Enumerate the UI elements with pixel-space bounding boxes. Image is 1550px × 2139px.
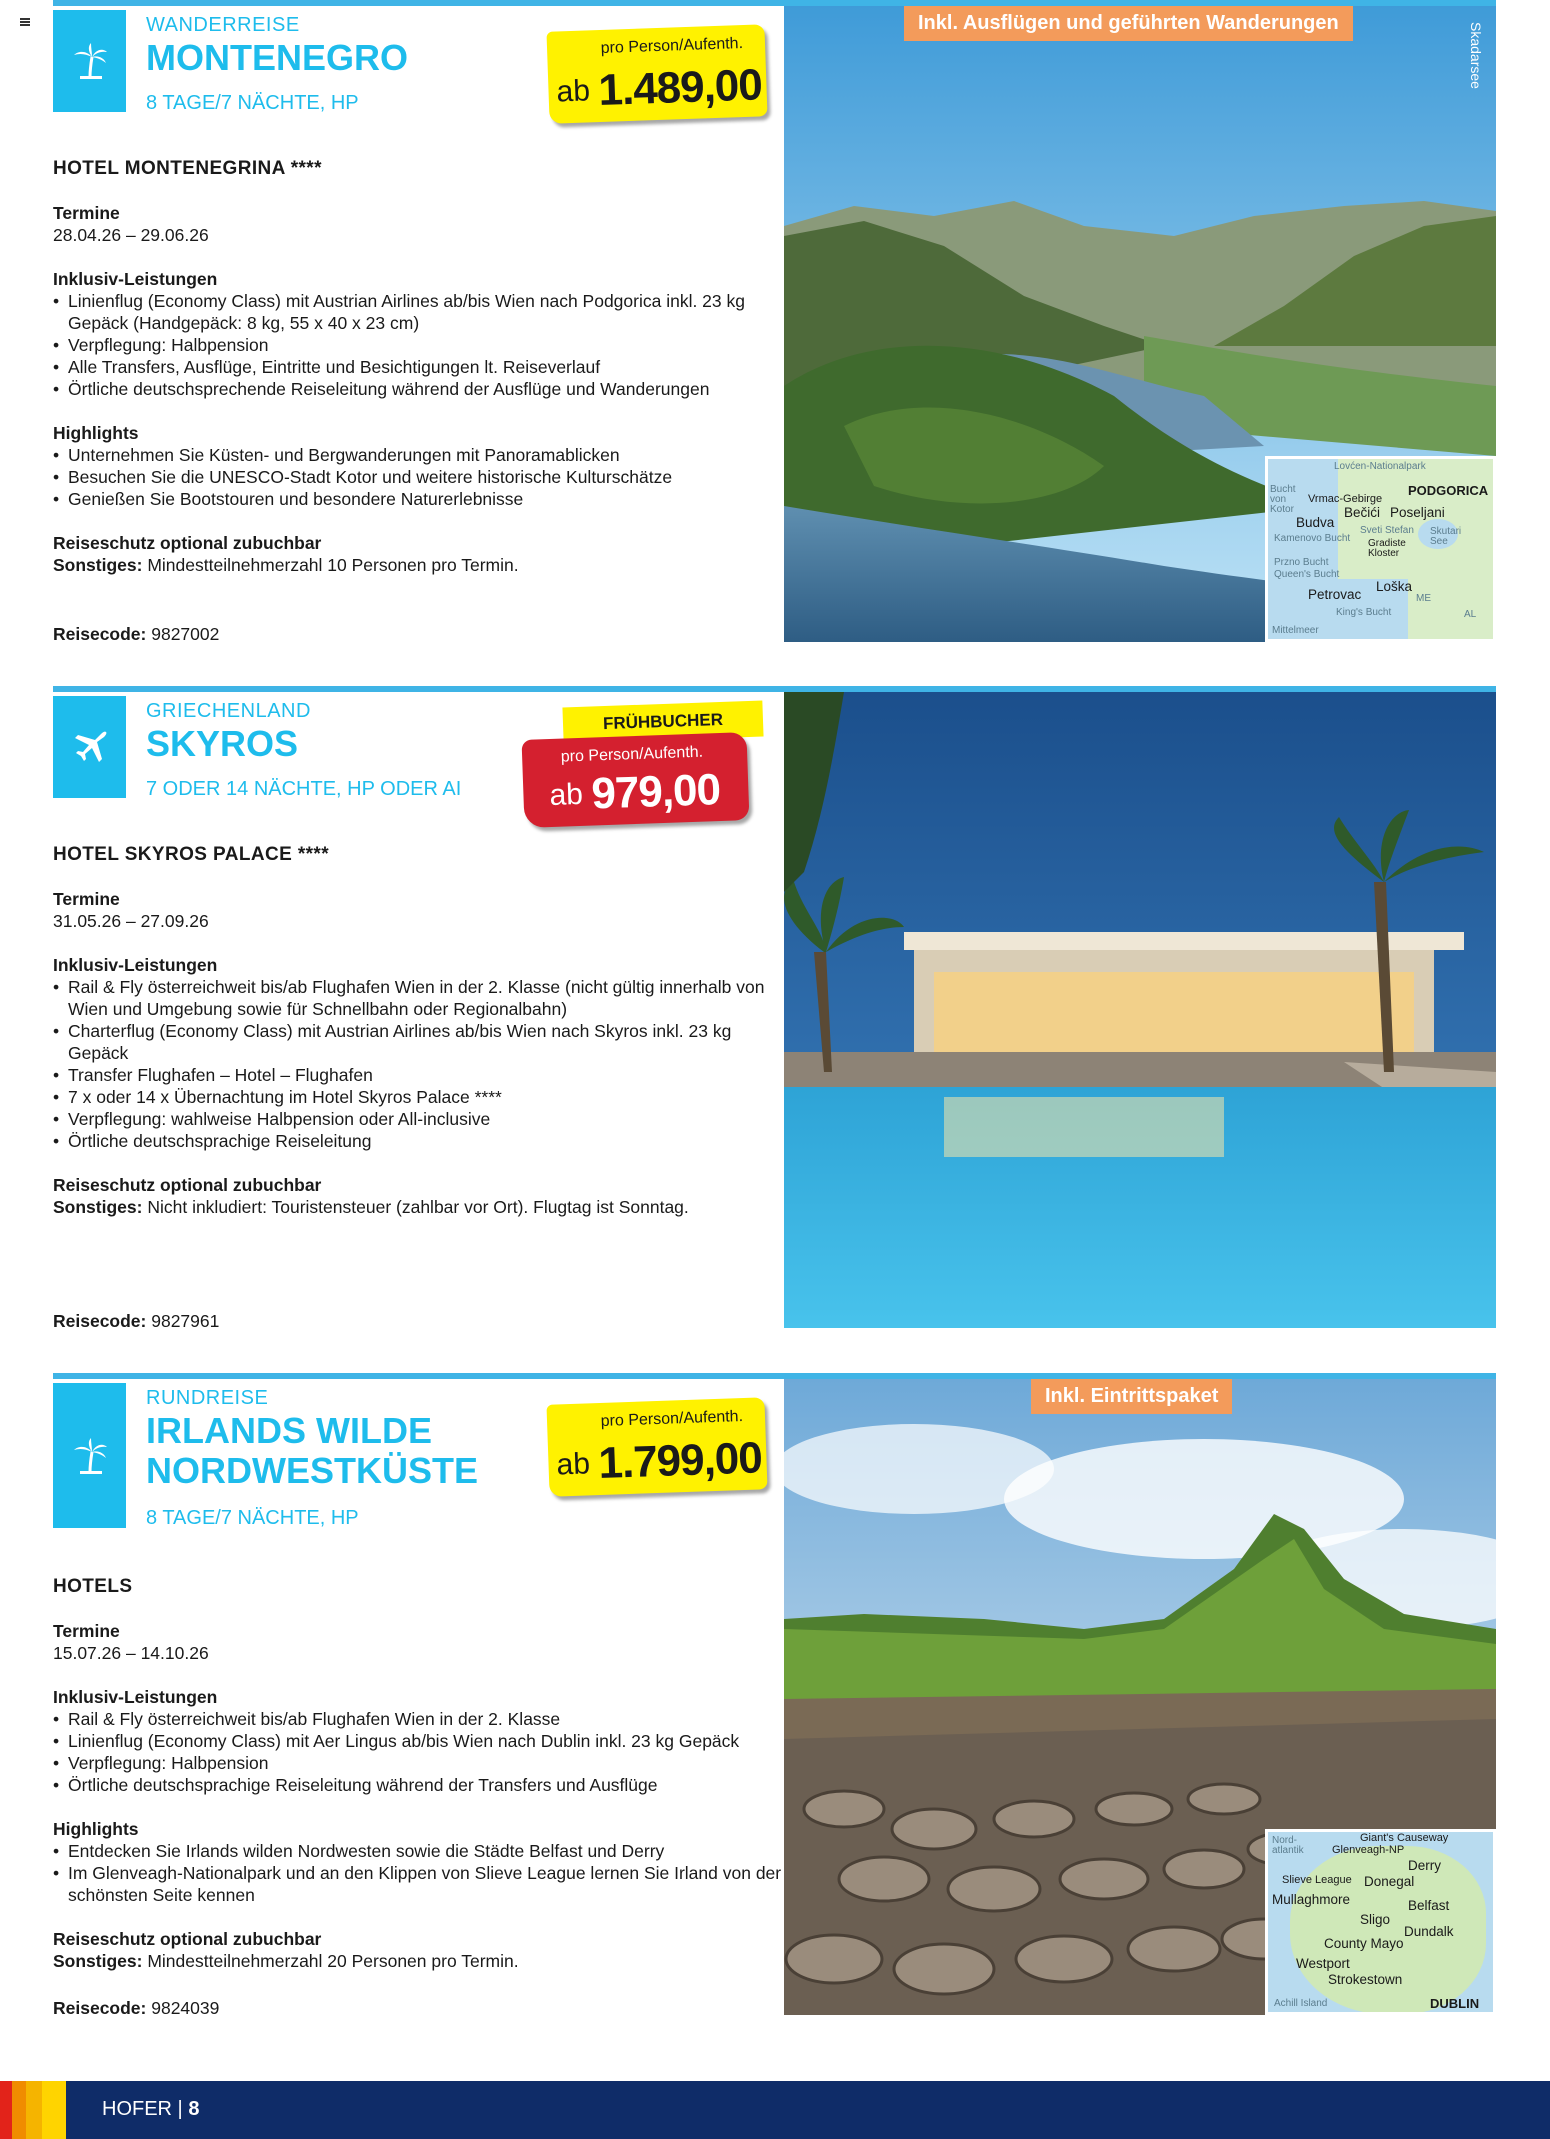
map-label: Lovćen-Nationalpark (1334, 461, 1426, 472)
hotel-name: HOTEL SKYROS PALACE **** (53, 844, 329, 865)
list-item: • Rail & Fly österreichweit bis/ab Flughafen Wien in der 2. Klasse (53, 1708, 793, 1730)
map-label: Westport (1296, 1956, 1350, 1971)
offer-duration: 7 ODER 14 NÄCHTE, HP ODER AI (146, 778, 462, 800)
photo-tag: Inkl. Eintrittspaket (1031, 1379, 1232, 1414)
price-badge (522, 732, 750, 828)
map-label: Bucht von Kotor (1270, 484, 1296, 515)
list-item: • Genießen Sie Bootstouren und besondere Naturerlebnisse (53, 488, 793, 510)
early-booking-badge: FRÜHBUCHER (562, 701, 763, 744)
offer-duration: 8 TAGE/7 NÄCHTE, HP (146, 1507, 359, 1529)
map-label: Strokestown (1328, 1972, 1403, 1987)
destination-photo (784, 1379, 1496, 2015)
map-label: Mullaghmore (1272, 1892, 1351, 1907)
list-item: • Verpflegung: wahlweise Halbpension oder All-inclusive (53, 1108, 793, 1130)
list-item: • 7 x oder 14 x Übernachtung im Hotel Skyros Palace **** (53, 1086, 793, 1108)
footer-page-label: HOFER | 8 (102, 2098, 200, 2120)
misc-value: Mindestteilnehmerzahl 20 Personen pro Termin. (142, 1951, 519, 1971)
map-label: Przno Bucht (1274, 557, 1329, 568)
hotel-name: HOTEL MONTENEGRINA **** (53, 158, 322, 179)
palm-tree-icon (53, 10, 126, 112)
trip-code-value: 9827002 (146, 624, 220, 644)
map-label: Glenveagh-NP (1332, 1844, 1405, 1856)
brand-stripe (0, 2081, 12, 2139)
photo-tag: Inkl. Ausflügen und geführten Wanderungen (904, 6, 1353, 41)
extras-block (53, 1174, 793, 1218)
map-label: Achill Island (1274, 1998, 1328, 2009)
dates-value: 28.04.26 – 29.06.26 (53, 225, 209, 245)
dates-heading: Termine (53, 1621, 120, 1641)
brand-stripe (12, 2081, 26, 2139)
destination-line-1: IRLANDS WILDE (146, 1410, 432, 1451)
map-label: County Mayo (1324, 1936, 1404, 1951)
list-item: • Transfer Flughafen – Hotel – Flughafen (53, 1064, 793, 1086)
map-label: Derry (1408, 1858, 1441, 1873)
map-label: Budva (1296, 515, 1335, 530)
route-map (1265, 456, 1496, 642)
map-label: Queen's Bucht (1274, 569, 1340, 580)
brand-stripe (42, 2081, 66, 2139)
list-item: • Verpflegung: Halbpension (53, 1752, 793, 1774)
highlights-block (53, 1818, 793, 1906)
map-label: Nord-atlantik (1272, 1835, 1304, 1856)
offer-duration: 8 TAGE/7 NÄCHTE, HP (146, 92, 359, 114)
menu-icon[interactable] (20, 18, 30, 26)
dates-block (53, 202, 793, 246)
list-item: • Charterflug (Economy Class) mit Austrian Airlines ab/bis Wien nach Skyros inkl. 23 kg Gepäck (53, 1020, 793, 1064)
photo-caption: Skadarsee (1468, 22, 1484, 89)
map-label: Belfast (1408, 1898, 1450, 1913)
offer-kicker: RUNDREISE (146, 1387, 269, 1409)
route-map (1265, 1829, 1496, 2015)
insurance-note: Reiseschutz optional zubuchbar (53, 1929, 322, 1949)
map-label: Gradiste Kloster (1368, 538, 1406, 559)
list-item: • Unternehmen Sie Küsten- und Bergwanderungen mit Panoramablicken (53, 444, 793, 466)
trip-code (53, 624, 219, 645)
trip-code-label: Reisecode: (53, 1998, 147, 2018)
list-item: • Örtliche deutschsprechende Reiseleitung während der Ausflüge und Wanderungen (53, 378, 793, 400)
inclusions-heading: Inklusiv-Leistungen (53, 955, 218, 975)
price-prefix: ab (548, 777, 584, 813)
offer-ireland (53, 1373, 1496, 2018)
map-label: Vrmac-Gebirge (1308, 493, 1383, 505)
map-label: Bečići (1344, 505, 1381, 520)
destination-photo (784, 692, 1496, 1328)
misc-label: Sonstiges: (53, 1951, 143, 1971)
offer-destination (146, 1411, 478, 1491)
map-label: Dundalk (1404, 1924, 1454, 1939)
misc-value: Mindestteilnehmerzahl 10 Personen pro Termin. (142, 555, 519, 575)
offer-kicker: WANDERREISE (146, 14, 300, 36)
misc-label: Sonstiges: (53, 1197, 143, 1217)
trip-code (53, 1311, 219, 1332)
dates-value: 31.05.26 – 27.09.26 (53, 911, 209, 931)
inclusions-heading: Inklusiv-Leistungen (53, 1687, 218, 1707)
map-label: Poseljani (1390, 505, 1445, 520)
trip-code (53, 1998, 219, 2019)
price-prefix: ab (555, 74, 591, 109)
misc-label: Sonstiges: (53, 555, 143, 575)
map-label: ME (1416, 593, 1431, 604)
offer-montenegro (53, 0, 1496, 645)
map-label: Kamenovo Bucht (1274, 533, 1351, 544)
list-item: • Linienflug (Economy Class) mit Aer Lingus ab/bis Wien nach Dublin inkl. 23 kg Gepäck (53, 1730, 793, 1752)
highlights-heading: Highlights (53, 1819, 139, 1839)
inclusions-block (53, 954, 793, 1152)
trip-code-label: Reisecode: (53, 624, 147, 644)
map-label-capital: DUBLIN (1430, 1996, 1480, 2011)
dates-heading: Termine (53, 889, 120, 909)
list-item: • Entdecken Sie Irlands wilden Nordwesten sowie die Städte Belfast und Derry (53, 1840, 793, 1862)
price-amount: 979,00 (590, 765, 721, 819)
dates-heading: Termine (53, 203, 120, 223)
dates-block (53, 888, 793, 932)
offer-details (53, 1576, 793, 1972)
map-label: Donegal (1364, 1874, 1415, 1889)
inclusions-block (53, 268, 793, 400)
misc-value: Nicht inkludiert: Touristensteuer (zahlbar vor Ort). Flugtag ist Sonntag. (142, 1197, 689, 1217)
footer-brand: HOFER (102, 2098, 172, 2120)
offer-details (53, 844, 793, 1218)
trip-code-value: 9824039 (146, 1998, 220, 2018)
list-item: • Örtliche deutschsprachige Reiseleitung (53, 1130, 793, 1152)
offer-details (53, 158, 793, 576)
page-footer (0, 2081, 1550, 2139)
trip-code-value: 9827961 (146, 1311, 220, 1331)
list-item: • Örtliche deutschsprachige Reiseleitung während der Transfers und Ausflüge (53, 1774, 793, 1796)
list-item: • Im Glenveagh-Nationalpark und an den Klippen von Slieve League lernen Sie Irland von der schönsten Seite kennen (53, 1862, 793, 1906)
hotel-name: HOTELS (53, 1576, 133, 1597)
list-item: • Rail & Fly österreichweit bis/ab Flughafen Wien in der 2. Klasse (nicht gültig innerhalb von Wien und Umgebung sowie für Schnellbahn oder Regionalbahn) (53, 976, 793, 1020)
list-item: • Verpflegung: Halbpension (53, 334, 793, 356)
insurance-note: Reiseschutz optional zubuchbar (53, 533, 322, 553)
inclusions-heading: Inklusiv-Leistungen (53, 269, 218, 289)
list-item: • Besuchen Sie die UNESCO-Stadt Kotor und weitere historische Kulturschätze (53, 466, 793, 488)
list-item: • Alle Transfers, Ausflüge, Eintritte und Besichtigungen lt. Reiseverlauf (53, 356, 793, 378)
map-label: Petrovac (1308, 587, 1362, 602)
extras-block (53, 532, 793, 576)
price-label: pro Person/Aufenth. (600, 34, 744, 57)
map-label: Skutari See (1430, 526, 1462, 547)
map-label: Loška (1376, 579, 1413, 594)
map-label: King's Bucht (1336, 607, 1392, 618)
price-label: pro Person/Aufenth. (560, 743, 704, 766)
offer-skyros (53, 686, 1496, 1331)
price-badge (546, 24, 767, 124)
dates-value: 15.07.26 – 14.10.26 (53, 1643, 209, 1663)
trip-code-label: Reisecode: (53, 1311, 147, 1331)
price-amount: 1.489,00 (597, 60, 763, 116)
price-prefix: ab (555, 1447, 591, 1482)
destination-line-2: NORDWESTKÜSTE (146, 1450, 478, 1491)
brand-stripe (26, 2081, 42, 2139)
offer-destination: MONTENEGRO (146, 37, 409, 78)
insurance-note: Reiseschutz optional zubuchbar (53, 1175, 322, 1195)
airplane-icon (53, 696, 126, 798)
palm-tree-icon (53, 1383, 126, 1528)
highlights-block (53, 422, 793, 510)
map-label: Slieve League (1282, 1874, 1352, 1886)
map-label: AL (1464, 609, 1477, 620)
price-amount: 1.799,00 (597, 1433, 763, 1489)
page-number: 8 (188, 2098, 200, 2120)
map-label: Giant's Causeway (1360, 1832, 1449, 1844)
extras-block (53, 1928, 793, 1972)
offer-destination: SKYROS (146, 723, 299, 764)
inclusions-block (53, 1686, 793, 1796)
list-item: • Linienflug (Economy Class) mit Austrian Airlines ab/bis Wien nach Podgorica inkl. 23 kg Gepäck (Handgepäck: 8 kg, 55 x 40 x 23 cm) (53, 290, 793, 334)
map-label: Mittelmeer (1272, 625, 1319, 636)
destination-photo (784, 6, 1496, 642)
offer-kicker: GRIECHENLAND (146, 700, 311, 722)
price-label: pro Person/Aufenth. (600, 1407, 744, 1430)
dates-block (53, 1620, 793, 1664)
price-badge (546, 1397, 767, 1497)
highlights-heading: Highlights (53, 423, 139, 443)
map-label-capital: PODGORICA (1408, 483, 1489, 498)
map-label: Sligo (1360, 1912, 1391, 1927)
map-label: Sveti Stefan (1360, 525, 1414, 536)
